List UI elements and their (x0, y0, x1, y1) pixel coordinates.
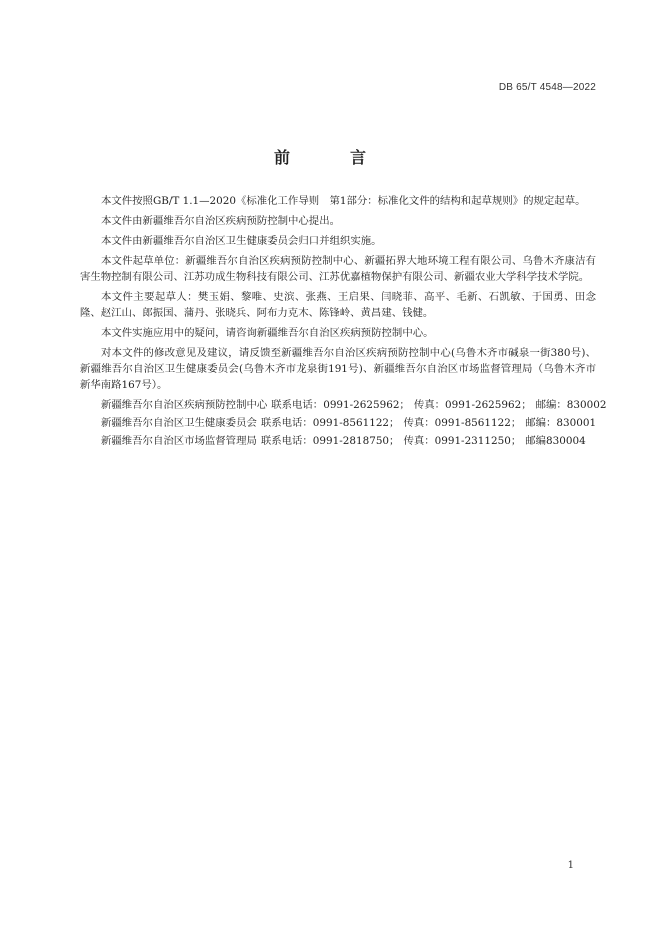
paragraph-drafting-units: 本文件起草单位：新疆维吾尔自治区疾病预防控制中心、新疆拓界大地环境工程有限公司、乌鲁木齐康洁有害生物控制有限公司、江苏功成生物科技有限公司、江苏优嘉植物保护有限公司、新疆农业大学科学技术学院。 (80, 255, 596, 283)
contact-postcode: 邮编：830002 (535, 399, 607, 411)
paragraph-feedback: 对本文件的修改意见及建议，请反馈至新疆维吾尔自治区疾病预防控制中心(乌鲁木齐市碱泉一街380号)、新疆维吾尔自治区卫生健康委员会(乌鲁木齐市龙泉街191号)、新疆维吾尔自治区市场监督管理局（乌鲁木齐市新华南路167号）。 (80, 347, 596, 391)
paragraph-drafting-basis: 本文件按照GB/T 1.1—2020《标准化工作导则 第1部分：标准化文件的结构和起草规则》的规定起草。 (101, 195, 586, 207)
contact-postcode: 邮编830004 (525, 435, 586, 447)
contact-line (80, 415, 596, 431)
contact-line (80, 397, 607, 413)
paragraph-centralized-unit: 本文件由新疆维吾尔自治区卫生健康委员会归口并组织实施。 (101, 235, 382, 247)
contact-fax: 传真：0991-2625962； (413, 399, 532, 411)
contact-fax: 传真：0991-8561122； (403, 417, 522, 429)
contact-phone: 联系电话：0991-2625962； (271, 399, 410, 411)
standard-code: DB 65/T 4548—2022 (498, 82, 596, 93)
contact-line (80, 433, 596, 449)
contact-fax: 传真：0991-2311250； (403, 435, 522, 447)
page-title: 前 言 (273, 148, 388, 167)
paragraph-inquiries: 本文件实施应用中的疑问，请咨询新疆维吾尔自治区疾病预防控制中心。 (101, 327, 434, 339)
contact-list (80, 397, 607, 449)
contact-phone: 联系电话：0991-2818750； (260, 435, 400, 447)
paragraph-drafters: 本文件主要起草人：樊玉娟、黎唯、史滨、张燕、王启果、闫晓菲、高平、毛新、石凯敏、于国勇、田念隆、赵江山、郎振国、蒲丹、张晓兵、阿布力克木、陈锋岭、黄昌建、钱健。 (80, 291, 596, 319)
contact-postcode: 邮编：830001 (525, 417, 597, 429)
contact-org: 新疆维吾尔自治区市场监督管理局 (101, 435, 257, 447)
contact-org: 新疆维吾尔自治区疾病预防控制中心 (101, 399, 268, 411)
page-number: 1 (567, 860, 574, 871)
document-body (80, 193, 607, 451)
paragraph-proposer: 本文件由新疆维吾尔自治区疾病预防控制中心提出。 (101, 215, 340, 227)
contact-phone: 联系电话：0991-8561122； (260, 417, 400, 429)
contact-org: 新疆维吾尔自治区卫生健康委员会 (101, 417, 257, 429)
